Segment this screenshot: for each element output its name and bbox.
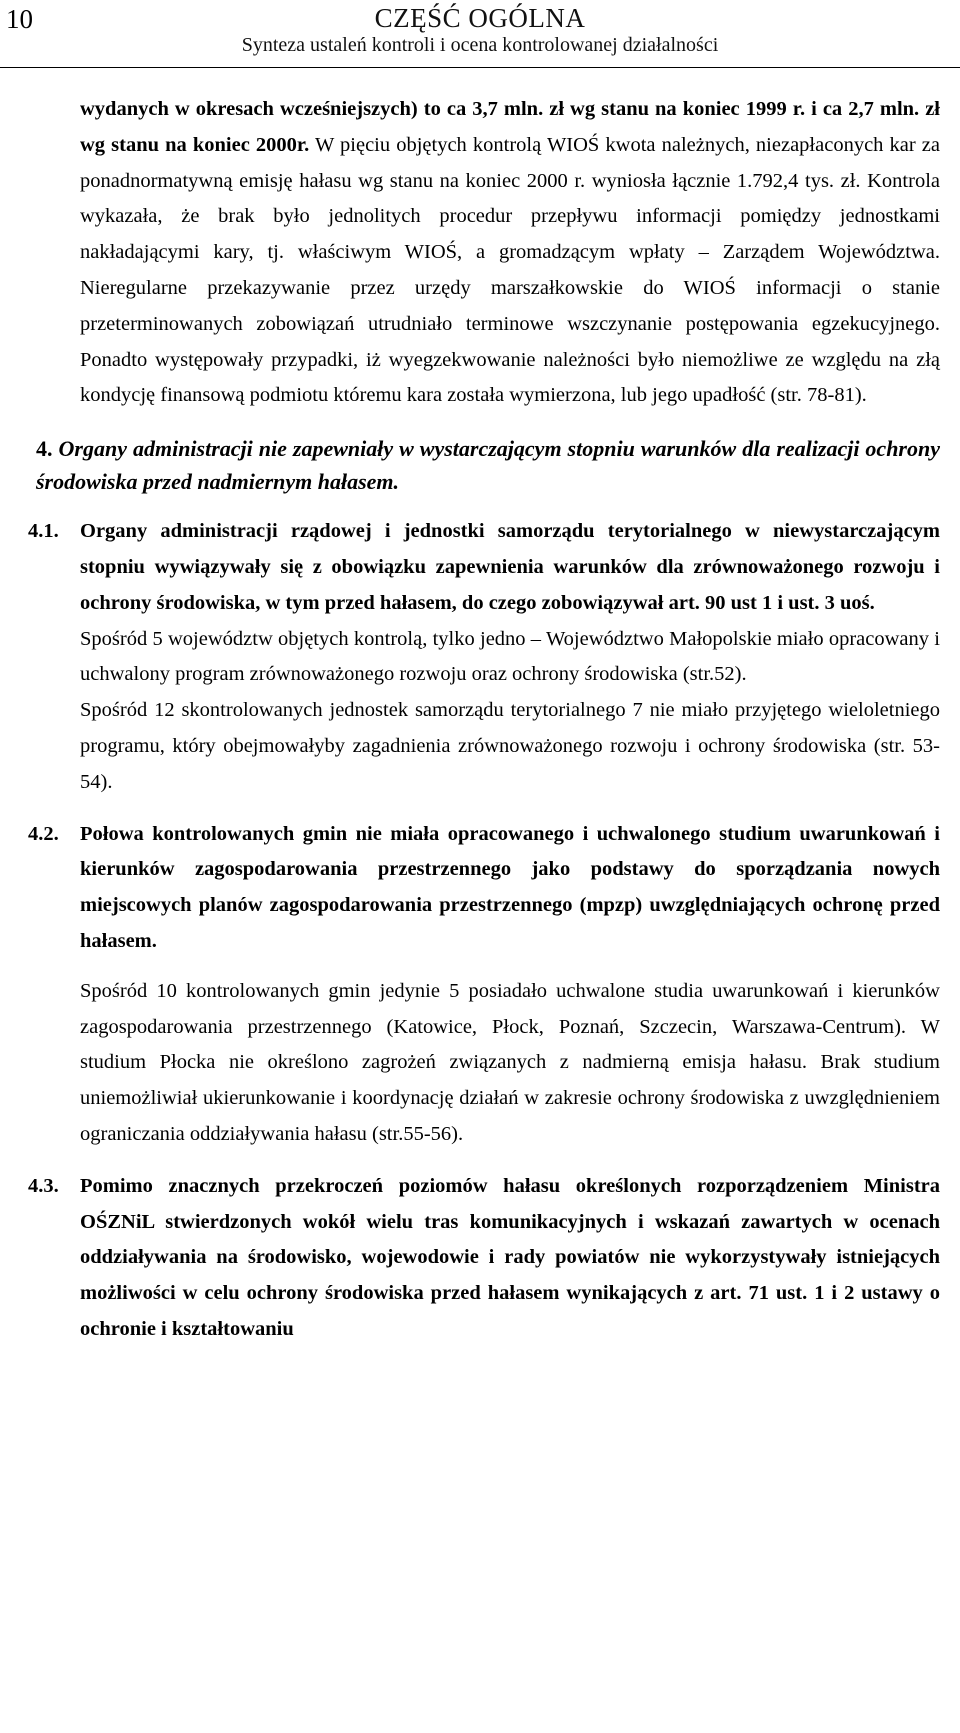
subsection-number: 4.2. — [28, 822, 59, 845]
intro-text: W pięciu objętych kontrolą WIOŚ kwota należnych, niezapłaconych kar za ponadnormatywną emisję hałasu wg stanu na koniec 2000 r. wyniosła łącznie 1.792,4 tys. zł. Kontrola wykazała, że brak było jednolitych procedur przepływu informacji pomiędzy jednostkami nakładającymi kary, tj. właściwym WIOŚ, a gromadzącym wpłaty – Zarządem Województwa. Nieregularne przekazywanie przez urzędy marszałkowskie do WIOŚ informacji o stanie przeterminowanych zobowiązań utrudniało terminowe wszczynanie postępowania egzekucyjnego. Ponadto występowały przypadki, iż wyegzekwowanie należności było niemożliwe ze względu na złą kondycję finansową podmiotu któremu kara została wymierzona, lub jego upadłość (str. 78-81). — [80, 133, 940, 407]
document-body — [28, 92, 940, 1348]
subsection-finding: Organy administracji rządowej i jednostki samorządu terytorialnego w niewystarczającym stopniu wywiązywały się z obowiązku zapewnienia warunków dla zrównoważonego rozwoju i ochrony środowiska, w tym przed hałasem, do czego zobowiązywał art. 90 ust 1 i ust. 3 uoś. — [80, 520, 940, 614]
intro-paragraph — [80, 92, 940, 414]
subsection-number: 4.1. — [28, 520, 59, 543]
running-header — [0, 3, 960, 57]
subsection-finding: Pomimo znacznych przekroczeń poziomów hałasu określonych rozporządzeniem Ministra OŚZNiL stwierdzonych wokół wielu tras komunikacyjnych i wskazań zawartych w ocenach oddziaływania na środowisko, wojewodowie i rady powiatów nie wykorzystywały istniejących możliwości w celu ochrony środowiska przed hałasem wynikających z art. 71 ust. 1 i 2 ustawy o ochronie i kształtowaniu — [80, 1174, 940, 1340]
subsection-paragraph: Spośród 5 województw objętych kontrolą, tylko jedno – Województwo Małopolskie miało opracowany i uchwalony program zrównoważonego rozwoju oraz ochrony środowiska (str.52). — [80, 627, 940, 686]
intro-bold-text: wydanych w okresach wcześniejszych) to ca 3,7 mln. zł wg stanu na koniec 1999 r. i ca 2,7 mln. zł wg stanu na koniec 2000r. — [80, 98, 940, 156]
subsection-4-1 — [28, 514, 940, 800]
header-subtitle: Synteza ustaleń kontroli i ocena kontrolowanej działalności — [241, 34, 719, 56]
header-title: CZĘŚĆ OGÓLNA — [374, 3, 586, 33]
section-4-heading — [36, 432, 940, 498]
section-4-number: 4. — [36, 436, 53, 462]
section-4-title: Organy administracji nie zapewniały w wystarczającym stopniu warunków dla realizacji ochrony środowiska przed nadmiernym hałasem. — [36, 436, 940, 495]
subsection-4-2 — [28, 817, 940, 1153]
header-rule — [0, 67, 960, 68]
subsection-paragraph: Spośród 12 skontrolowanych jednostek samorządu terytorialnego 7 nie miało przyjętego wieloletniego programu, który obejmowałyby zagadnienia zrównoważonego rozwoju i ochrony środowiska (str. 53-54). — [80, 699, 940, 793]
subsection-4-3 — [28, 1169, 940, 1348]
subsection-finding: Połowa kontrolowanych gmin nie miała opracowanego i uchwalonego studium uwarunkowań i kierunków zagospodarowania przestrzennego jako podstawy do sporządzania nowych miejscowych planów zagospodarowania przestrzennego (mpzp) uwzględniających ochronę przed hałasem. — [80, 822, 940, 952]
subsection-number: 4.3. — [28, 1174, 59, 1197]
subsection-paragraph: Spośród 10 kontrolowanych gmin jedynie 5 posiadało uchwalone studia uwarunkowań i kierunków zagospodarowania przestrzennego (Katowice, Płock, Poznań, Szczecin, Warszawa-Centrum). W studium Płocka nie określono zagrożeń związanych z nadmierną emisja hałasu. Brak studium uniemożliwiał ukierunkowanie i koordynację działań w zakresie ochrony środowiska z uwzględnieniem ograniczania oddziaływania hałasu (str.55-56). — [80, 979, 940, 1145]
page-number: 10 — [6, 4, 33, 34]
